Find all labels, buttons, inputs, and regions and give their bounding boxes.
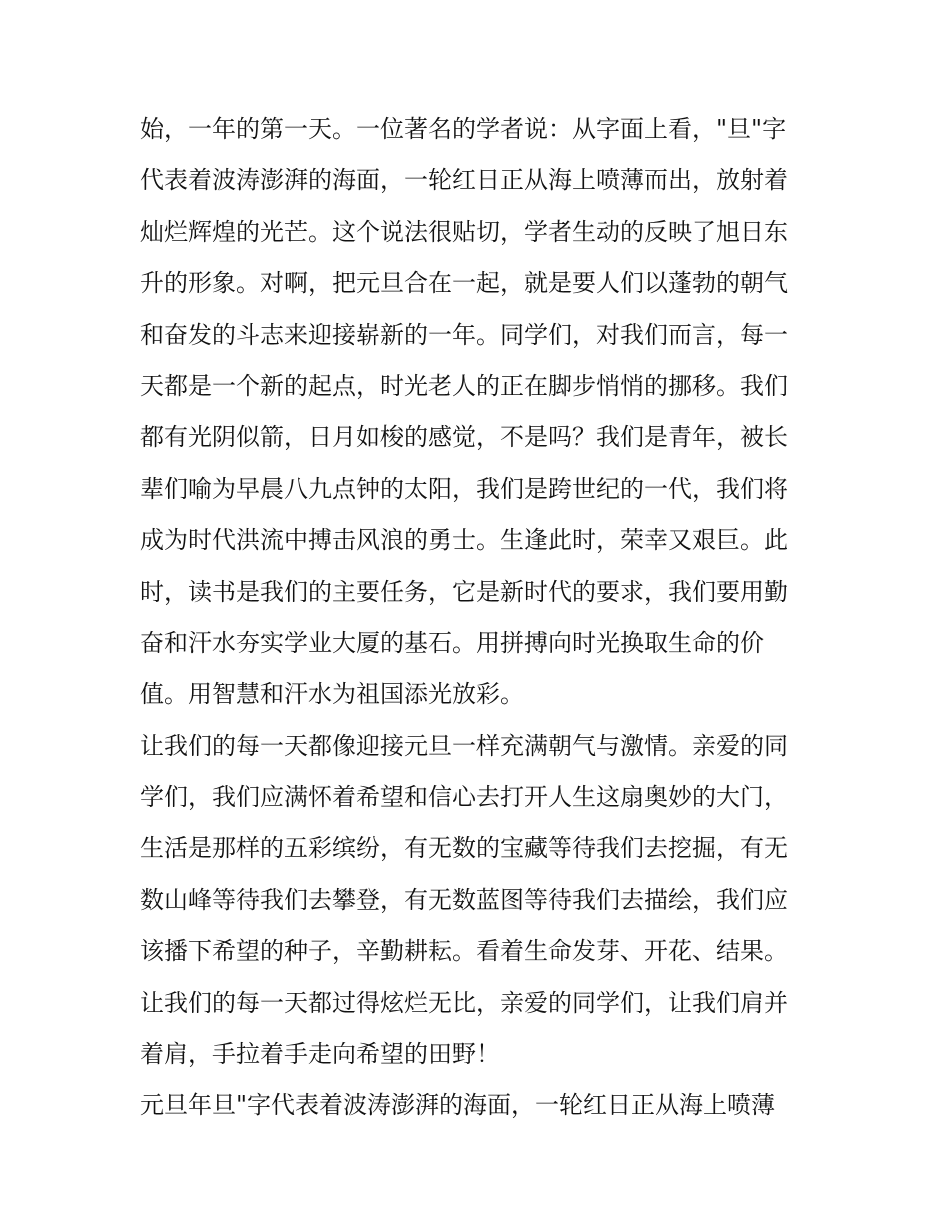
text-line: 数山峰等待我们去攀登，有无数蓝图等待我们去描绘，我们应 <box>140 885 788 914</box>
text-line: 时，读书是我们的主要任务，它是新时代的要求，我们要用勤 <box>140 577 788 606</box>
text-line: 学们，我们应满怀着希望和信心去打开人生这扇奥妙的大门， <box>140 783 788 812</box>
text-line: 该播下希望的种子，辛勤耕耘。看着生命发芽、开花、结果。 <box>140 937 788 966</box>
text-line: 升的形象。对啊，把元旦合在一起，就是要人们以蓬勃的朝气 <box>140 269 788 298</box>
text-line: 生活是那样的五彩缤纷，有无数的宝藏等待我们去挖掘，有无 <box>140 834 788 863</box>
text-line: 灿烂辉煌的光芒。这个说法很贴切，学者生动的反映了旭日东 <box>140 217 788 246</box>
text-line: 值。用智慧和汗水为祖国添光放彩。 <box>140 680 524 709</box>
text-line: 着肩，手拉着手走向希望的田野！ <box>140 1040 500 1069</box>
document-body <box>140 104 820 1132</box>
text-line: 让我们的每一天都过得炫烂无比，亲爱的同学们，让我们肩并 <box>140 988 788 1017</box>
text-line: 奋和汗水夯实学业大厦的基石。用拼搏向时光换取生命的价 <box>140 628 764 657</box>
text-line: 天都是一个新的起点，时光老人的正在脚步悄悄的挪移。我们 <box>140 371 788 400</box>
text-line: 成为时代洪流中搏击风浪的勇士。生逢此时，荣幸又艰巨。此 <box>140 526 788 555</box>
text-line: 元旦年旦"字代表着波涛澎湃的海面，一轮红日正从海上喷薄 <box>140 1091 776 1120</box>
text-line: 让我们的每一天都像迎接元旦一样充满朝气与激情。亲爱的同 <box>140 731 788 760</box>
text-line: 始，一年的第一天。一位著名的学者说：从字面上看，"旦"字 <box>140 115 787 143</box>
text-line: 都有光阴似箭，日月如梭的感觉，不是吗？我们是青年，被长 <box>140 423 788 452</box>
text-line: 辈们喻为早晨八九点钟的太阳，我们是跨世纪的一代，我们将 <box>140 474 788 503</box>
text-line: 和奋发的斗志来迎接崭新的一年。同学们，对我们而言，每一 <box>140 320 788 349</box>
text-line: 代表着波涛澎湃的海面，一轮红日正从海上喷薄而出，放射着 <box>140 166 788 195</box>
